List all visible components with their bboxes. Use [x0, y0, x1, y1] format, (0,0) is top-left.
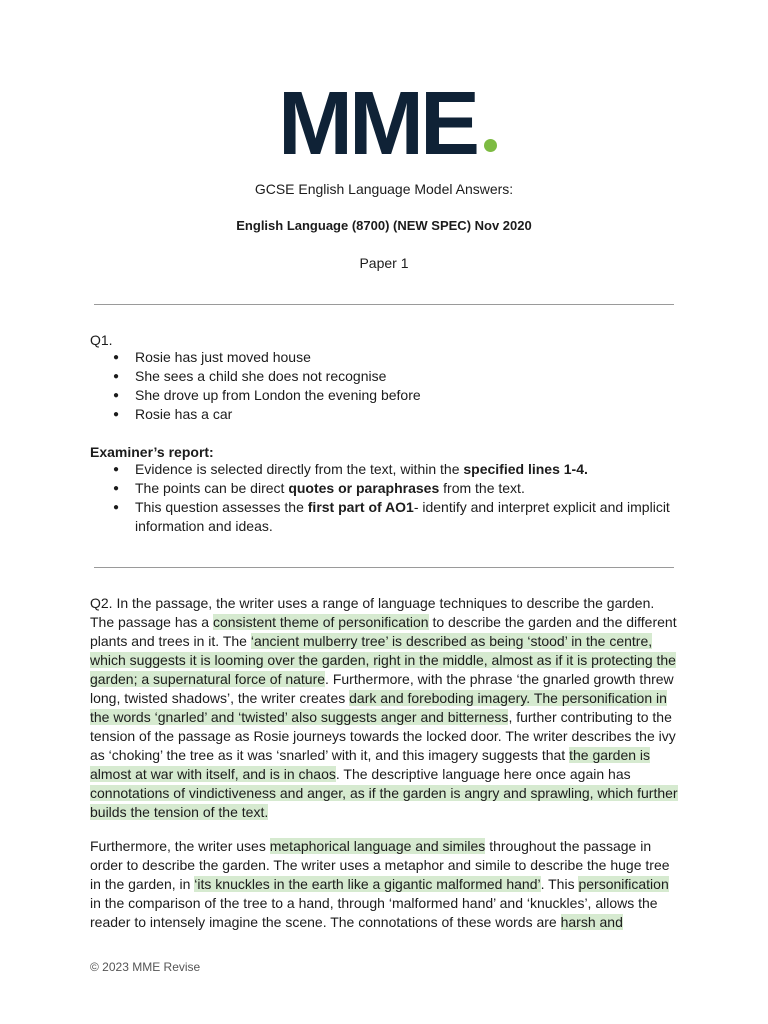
divider-top — [94, 304, 674, 305]
text-run: in the comparison of the tree to a hand, through ‘malformed hand’ and ‘knuckles’, allows the reader to intensely imagine the scene. The connotations of these words are — [90, 895, 658, 930]
text-run: , further contributing to the tension of the passage as Rosie journeys towards the locked door. The writer describes the ivy as ‘choking’ the tree as it was ‘snarled’ with it, and this imagery suggests that — [90, 709, 676, 763]
highlight: connotations of vindictiveness and anger, as if the garden is angry and sprawling, which further builds the tension of the text. — [90, 785, 678, 820]
highlight: ‘its knuckles in the earth like a gigantic malformed hand’ — [194, 876, 541, 892]
mme-logo — [278, 74, 497, 174]
text-run: Q2. In the passage, the writer uses a range of language techniques to describe the garden. The passage has a — [90, 595, 655, 630]
list-item: ● Rosie has just moved house — [90, 348, 680, 367]
bold-run: quotes or paraphrases — [288, 480, 440, 496]
text-run: Furthermore, the writer uses — [90, 838, 270, 854]
examiner-report-heading: Examiner’s report: — [90, 444, 214, 460]
list-item: ● She sees a child she does not recognise — [90, 367, 680, 386]
specification-title: English Language (8700) (NEW SPEC) Nov 2020 — [236, 218, 532, 233]
q2-paragraph-2 — [90, 837, 680, 932]
highlight: dark and foreboding imagery. The personification in the words ‘gnarled’ and ‘twisted’ also suggests anger and bitterness — [90, 690, 667, 725]
text-run: - identify and interpret explicit and implicit information and ideas. — [135, 499, 670, 534]
logo-text: MME — [278, 74, 476, 174]
list-item: ● She drove up from London the evening before — [90, 386, 680, 405]
q1-answer-list — [90, 348, 680, 424]
logo-dot — [484, 139, 497, 152]
highlight: ‘ancient mulberry tree’ is described as being ‘stood’ in the centre, which suggests it is looming over the garden, right in the middle, almost as if it is protecting the garden; a supernatural force of nature — [90, 633, 676, 687]
list-item — [90, 498, 680, 536]
q1-label: Q1. — [90, 332, 113, 348]
q2-paragraph-1 — [90, 594, 680, 822]
examiner-report-list — [90, 460, 680, 536]
highlight: consistent theme of personification — [212, 614, 429, 630]
highlight: personification — [578, 876, 669, 892]
bold-run: specified lines 1-4. — [463, 461, 588, 477]
highlight: the garden is almost at war with itself, and is in chaos — [90, 747, 651, 782]
highlight: harsh and — [560, 914, 623, 930]
paper-label: Paper 1 — [359, 255, 409, 271]
text-run: Evidence is selected directly from the text, within the — [135, 461, 464, 477]
text-run: throughout the passage in order to describe the garden. The writer uses a metaphor and simile to describe the huge tree in the garden, in — [90, 838, 670, 892]
bold-run: first part of AO1 — [307, 499, 414, 515]
copyright-footer: © 2023 MME Revise — [90, 960, 201, 974]
text-run: to describe the garden and the different plants and trees in it. The — [90, 614, 677, 649]
highlight: metaphorical language and similes — [269, 838, 486, 854]
text-run: This question assesses the — [135, 499, 308, 515]
list-item — [90, 479, 680, 498]
list-item — [90, 460, 680, 479]
text-run: . The descriptive language here once again has — [335, 766, 631, 782]
list-item: ● Rosie has a car — [90, 405, 680, 424]
divider-middle — [94, 567, 674, 568]
document-subtitle: GCSE English Language Model Answers: — [254, 181, 514, 197]
text-run: The points can be direct — [135, 480, 289, 496]
text-run: . This — [540, 876, 579, 892]
text-run: from the text. — [439, 480, 525, 496]
text-run: . Furthermore, with the phrase ‘the gnarled growth threw long, twisted shadows’, the writer creates — [90, 671, 674, 706]
